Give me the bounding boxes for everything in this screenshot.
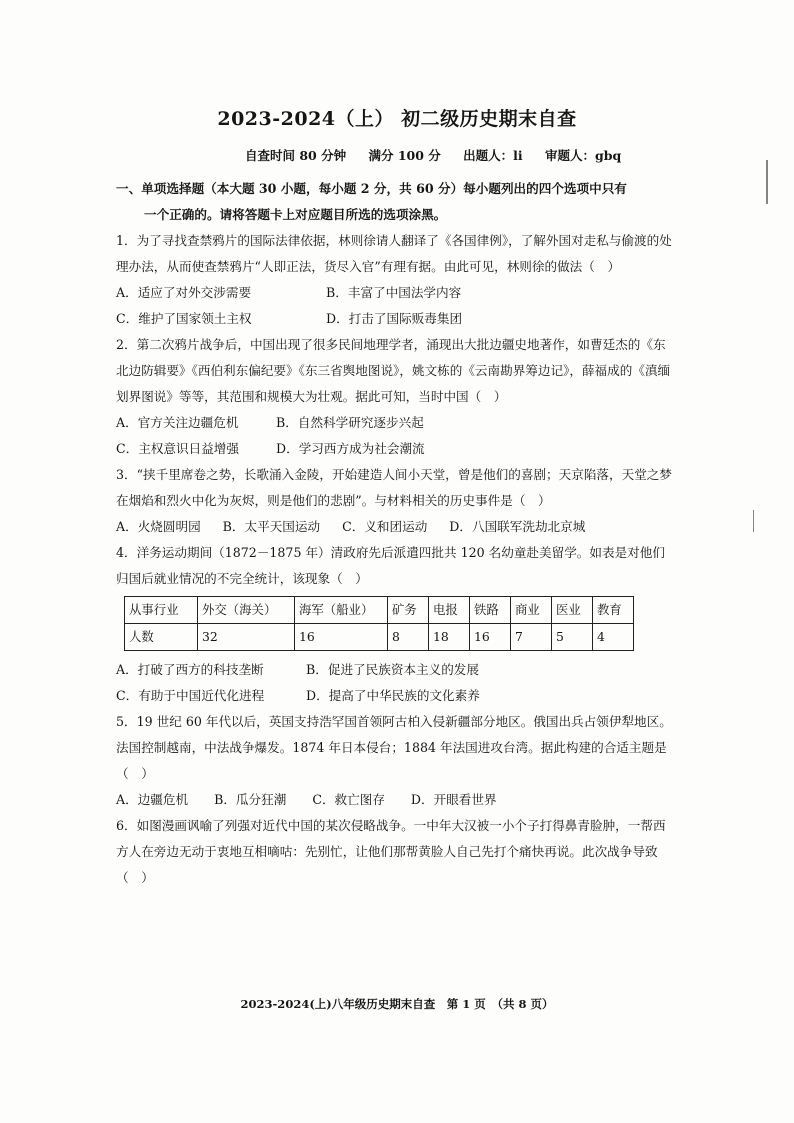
exam-score: 满分 100 分 [368, 148, 441, 163]
exam-content [116, 176, 676, 891]
question-1-options [116, 280, 676, 306]
option-1a[interactable]: A．适应了对外交涉需要 [116, 285, 252, 300]
table-header-cell: 电报 [429, 597, 470, 624]
option-2a[interactable]: A．官方关注边疆危机 [116, 415, 239, 430]
option-5b[interactable]: B．瓜分狂潮 [214, 792, 287, 807]
table-header-cell: 从事行业 [125, 597, 198, 624]
question-5 [116, 709, 676, 813]
question-2-options [116, 436, 676, 462]
question-1 [116, 228, 676, 332]
question-4 [116, 540, 676, 709]
option-3a[interactable]: A．火烧圆明园 [116, 519, 201, 534]
table-header-cell: 教育 [593, 597, 634, 624]
exam-author: 出题人：li [463, 148, 523, 163]
option-3d[interactable]: D．八国联军洗劫北京城 [449, 519, 586, 534]
question-5-options [116, 787, 676, 813]
option-1b[interactable]: B．丰富了中国法学内容 [326, 285, 462, 300]
question-1-stem: 1．为了寻找查禁鸦片的国际法律依据，林则徐请人翻译了《各国律例》，了解外国对走私与偷渡的处理办法，从而使查禁鸦片“人即正法，货尽入官”有理有据。由此可见，林则徐的做法（ ） [116, 233, 672, 274]
question-6 [116, 813, 676, 891]
page-title: 2023-2024（上） 初二级历史期末自查 [217, 108, 577, 130]
option-1c[interactable]: C．维护了国家领土主权 [116, 311, 252, 326]
question-2-options [116, 410, 676, 436]
table-header-cell: 商业 [511, 597, 552, 624]
table-header-cell: 外交（海关） [198, 597, 295, 624]
employment-table [124, 596, 634, 651]
table-cell: 32 [198, 624, 295, 651]
exam-meta [245, 146, 639, 164]
table-cell: 16 [295, 624, 388, 651]
option-4c[interactable]: C．有助于中国近代化进程 [116, 688, 265, 703]
exam-reviewer: 审题人：gbq [544, 148, 622, 163]
section-heading-line2: 一个正确的。请将答题卡上对应题目所选的选项涂黑。 [144, 207, 447, 222]
question-5-stem: 5．19 世纪 60 年代以后，英国支持浩罕国首领阿古柏入侵新疆部分地区。俄国出兵占领伊犁地区。法国控制越南，中法战争爆发。1874 年日本侵台；1884 年法国进攻台湾。据此构建的合适主题是（ ） [116, 714, 672, 781]
option-4a[interactable]: A．打破了西方的科技垄断 [116, 662, 264, 677]
option-2b[interactable]: B．自然科学研究逐步兴起 [276, 415, 424, 430]
table-cell: 5 [552, 624, 593, 651]
table-header-cell: 矿务 [388, 597, 429, 624]
table-cell: 4 [593, 624, 634, 651]
question-4-options [116, 657, 676, 683]
scan-artifact [753, 510, 754, 532]
option-5c[interactable]: C．救亡图存 [312, 792, 385, 807]
option-4d[interactable]: D．提高了中华民族的文化素养 [306, 688, 480, 703]
table-cell: 7 [511, 624, 552, 651]
option-4b[interactable]: B．促进了民族资本主义的发展 [306, 662, 479, 677]
question-3-stem: 3．“挟千里席卷之势，长歌涌入金陵，开始建造人间小天堂，曾是他们的喜剧；天京陷落，天堂之梦在烟焰和烈火中化为灰烬，则是他们的悲剧”。与材料相关的历史事件是（ ） [116, 467, 672, 508]
section-heading-line1: 一、单项选择题（本大题 30 小题，每小题 2 分，共 60 分）每小题列出的四个选项中只有 [116, 181, 627, 196]
question-4-options [116, 683, 676, 709]
table-row [125, 624, 634, 651]
question-2 [116, 332, 676, 462]
option-2d[interactable]: D．学习西方成为社会潮流 [276, 441, 425, 456]
table-header-cell: 铁路 [470, 597, 511, 624]
option-5d[interactable]: D．开眼看世界 [410, 792, 497, 807]
page-footer: 2023-2024(上)八年级历史期末自查 第 1 页 （共 8 页） [240, 997, 554, 1011]
table-cell: 16 [470, 624, 511, 651]
option-5a[interactable]: A．边疆危机 [116, 792, 189, 807]
scan-artifact [766, 160, 768, 204]
question-6-stem: 6．如图漫画讽喻了列强对近代中国的某次侵略战争。一中年大汉被一小个子打得鼻青脸肿，一帮西方人在旁边无动于衷地互相嘀咕：先别忙，让他们那帮黄脸人自己先打个痛快再说。此次战争导致（ ） [116, 818, 666, 885]
table-header-row [125, 597, 634, 624]
section-heading [116, 176, 676, 228]
option-1d[interactable]: D．打击了国际贩毒集团 [326, 311, 463, 326]
option-2c[interactable]: C．主权意识日益增强 [116, 441, 239, 456]
option-3c[interactable]: C．义和团运动 [342, 519, 428, 534]
table-cell: 8 [388, 624, 429, 651]
table-header-cell: 医业 [552, 597, 593, 624]
question-4-stem: 4．洋务运动期间（1872－1875 年）清政府先后派遣四批共 120 名幼童赴美留学。如表是对他们归国后就业情况的不完全统计，该现象（ ） [116, 545, 665, 586]
question-2-stem: 2．第二次鸦片战争后，中国出现了很多民间地理学者，涌现出大批边疆史地著作，如曹廷杰的《东北边防辑要》《西伯利东偏纪要》《东三省舆地图说》，姚文栋的《云南勘界筹边记》，薛福成的《滇缅划界图说》等等，其范围和规模大为壮观。据此可知，当时中国（ ） [116, 337, 671, 404]
option-3b[interactable]: B．太平天国运动 [222, 519, 321, 534]
question-3 [116, 462, 676, 540]
question-3-options [116, 514, 676, 540]
table-cell: 人数 [125, 624, 198, 651]
question-1-options [116, 306, 676, 332]
table-header-cell: 海军（船业） [295, 597, 388, 624]
exam-time: 自查时间 80 分钟 [245, 148, 347, 163]
table-cell: 18 [429, 624, 470, 651]
